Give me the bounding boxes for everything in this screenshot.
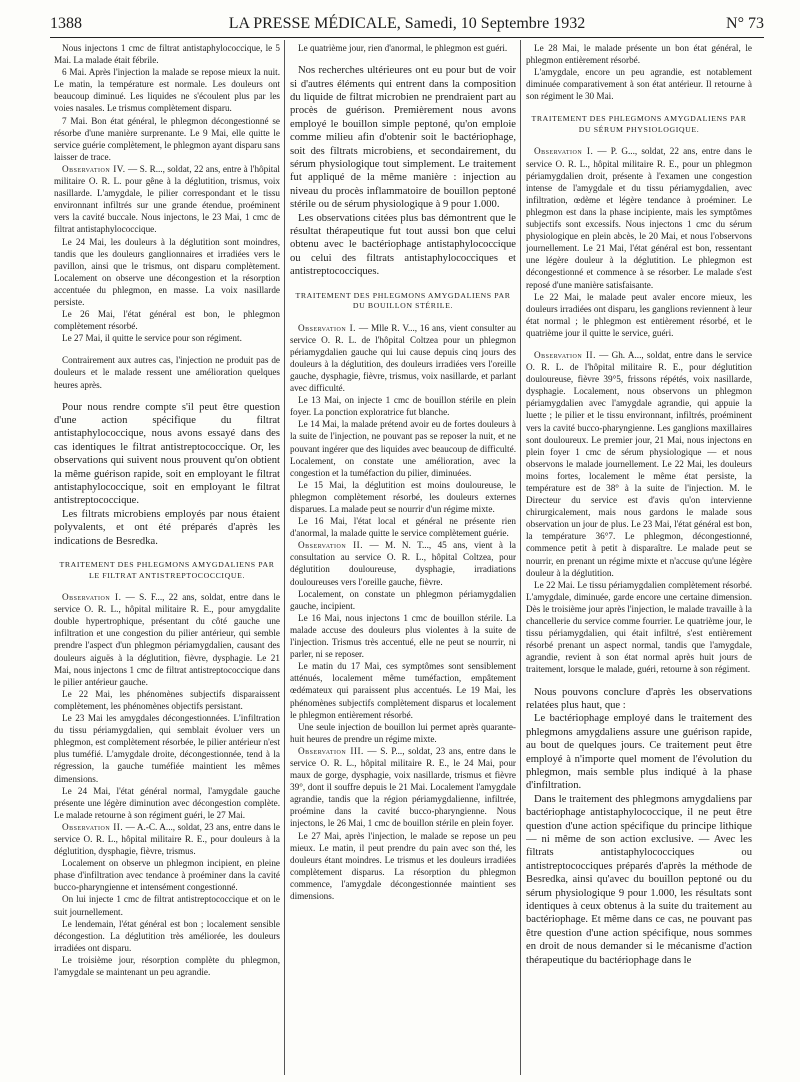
observation-text: — A.-C. A..., soldat, 23 ans, entre dans le service O. R. L., hôpital militaire R. E., pour douleurs à la déglutition, dysphagie, fièvre, trismus. — [54, 821, 280, 857]
paragraph: 6 Mai. Après l'injection la malade se repose mieux la nuit. Le matin, la température est normale. Les douleurs ont beaucoup diminué. Les liquides ne s'écoulent plus par les voies nasales. Le trismus complètement disparu. — [54, 67, 280, 114]
observation-label: Observation II. — [298, 540, 364, 551]
paragraph: Le 22 Mai, le malade peut avaler encore mieux, les douleurs irradiées ont disparu, les ganglions reviennent à leur état normal ; le phlegmon est entièrement résorbé, et le quatrième jour il quitte le service, guéri. — [526, 291, 752, 338]
paragraph: Le 14 Mai, la malade prétend avoir eu de fortes douleurs à la suite de l'injection, ne pouvant pas se reposer la nuit, et ne pouvant ingérer que des liquides avec beaucoup de difficulté. Localement, on constate une amélioration, avec la congestion et la tuméfaction du pilier, diminuées. — [290, 419, 516, 478]
paragraph: Localement on observe un phlegmon incipient, en pleine phase d'infiltration avec tendance à proéminer dans la cavité bucco-pharyngienne et intensément congestionné. — [54, 858, 280, 893]
paragraph: Le 16 Mai, nous injectons 1 cmc de bouillon stérile. La malade accuse des douleurs plus violentes à la suite de l'injection. Trismus très accentué, elle ne peut se nourrir, ni parler, ni se reposer. — [290, 612, 516, 660]
paragraph: Le 23 Mai les amygdales décongestionnées. L'infiltration du tissu périamygdalien, qui semblait évoluer vers un phlegmon, est complètement résorbée, le pilier antérieur n'est plus tuméfié. L'amygdale droite, décongestionnée, tend à la régression, la gauche tuméfiée maintient les mêmes dimensions. — [54, 713, 280, 784]
paragraph: Le 27 Mai, il quitte le service pour son régiment. — [62, 333, 242, 344]
paragraph: Nous pouvons conclure d'après les observations relatées plus haut, que : — [526, 686, 752, 711]
paragraph: Le 22 Mai, les phénomènes subjectifs disparaissent complètement, les phénomènes objectifs persistant. — [54, 688, 280, 711]
observation-paragraph — [54, 163, 280, 236]
observation-text: — Mlle R. V..., 16 ans, vient consulter au service O. R. L. de l'hôpital Coltzea pour un phlegmon périamygdalien gauche qui lui cause depuis cinq jours des douleurs à la déglutition, des douleurs irradiées vers l'oreille gauche, dysphagie, fièvre, trismus, voix nasillarde, et parlant avec difficulté. — [290, 322, 516, 394]
journal-title: LA PRESSE MÉDICALE, Samedi, 10 Septembre 1932 — [228, 15, 586, 32]
observation-text: — S. R..., soldat, 22 ans, entre à l'hôpital militaire O. R. L. pour gêne à la déglutition, trismus, voix nasillarde. L'amygdale, le pilier correspondant et le tissu environnant infiltrés sur une grande étendue, proéminent vers la cavité buccale. Nous injectons, le 23 Mai, 1 cmc de filtrat antistaphylococcique. — [54, 163, 280, 235]
paragraph: Le matin du 17 Mai, ces symptômes sont sensiblement atténués, localement même tuméfaction, empâtement œdémateux qui paraissent plus accentués. Le 19 Mai, les phénomènes subjectifs complètement disparus et localement le phlegmon entièrement résorbé. — [290, 661, 516, 720]
observation-label: Observation I. — [298, 322, 356, 333]
paragraph: Les filtrats microbiens employés par nous étaient polyvalents, et ont été préparés d'après les indications de Besredka. — [54, 508, 280, 547]
paragraph: Nous injectons 1 cmc de filtrat antistaphylococcique, le 5 Mai. La malade était fébrile. — [54, 43, 280, 66]
observation-text: — S. F..., 22 ans, soldat, entre dans le service O. R. L., hôpital militaire R. E., pour amygdalite double hypertrophique, présentant du côté gauche une infiltration et une congestion du pilier antérieur, qui semble prendre l'aspect d'un phlegmon périamygdalien, causant des douleurs aiguës à la déglutition, fièvre, dysphagie. Le 21 Mai, nous injectons 1 cmc de filtrat antistreptococcique dans le pilier antérieur gauche. — [54, 592, 280, 687]
paragraph: Dans le traitement des phlegmons amygdaliens par bactériophage antistaphylococcique, il ne peut être question d'une action spécifique du principe lithique — ni même de son action exclusive. — Avec les filtrats antistaphylococciques ou antistreptococciques préparés d'après la méthode de Besredka, ainsi qu'avec du bouillon peptoné ou du sérum physiologique 9 pour 1.000, les résultats sont identiques à ceux obtenus à la suite du traitement au bactériophage. Et même dans ce cas, ne pouvant pas être question d'une action spécifique, nous sommes en droit de nous demander si le mécanisme d'action thérapeutique du bactériophage dans le — [526, 793, 752, 966]
page-header — [50, 14, 764, 34]
paragraph: Le 15 Mai, la déglutition est moins douloureuse, le phlegmon complètement résorbé, les douleurs externes disparues. La malade peut se nourrir d'un régime mixte. — [290, 479, 516, 514]
paragraph: Nos recherches ultérieures ont eu pour but de voir si d'autres éléments qui entrent dans la composition du liquide de filtrat microbien ne prendraient part au procès de guérison. Premièrement nous avons employé le bouillon simple peptoné, qu'on emploie comme milieu afin d'obtenir soit le bactériophage, soit des filtrats microbiens, et secondairement, du sérum physiologique tout simplement. Le traitement fut appliqué de la même manière : injection au niveau du procès inflammatoire de bouillon peptoné stérile ou de sérum physiologique à 9 pour 1.000. — [290, 65, 516, 211]
column-left — [54, 42, 280, 1072]
observation-label: Observation I. — [62, 592, 122, 603]
observation-label: Observation I. — [534, 146, 594, 157]
observation-label: Observation II. — [534, 349, 596, 360]
page-number: 1388 — [50, 15, 82, 32]
paragraph: Le bactériophage employé dans le traitement des phlegmons amygdaliens assure une guérison rapide, au bout de quelques jours. Ce traitement peut être employé à n'importe quel moment de l'évolution du phlegmon, mais semble plus indiqué à la phase d'infiltration. — [526, 713, 752, 792]
paragraph: Le 16 Mai, l'état local et général ne présente rien d'anormal, la malade quitte le service complètement guérie. — [290, 516, 516, 539]
observation-paragraph — [290, 745, 516, 830]
section-heading: TRAITEMENT DES PHLEGMONS AMYGDALIENS PAR DU SÉRUM PHYSIOLOGIQUE. — [531, 114, 747, 134]
paragraph: Pour nous rendre compte s'il peut être question d'une action spécifique du filtrat antistaphylococcique, nous avons essayé dans des cas identiques le filtrat antistreptococcique. Or, les observations qui suivent nous prouvent qu'on obtient la même guérison rapide, soit en employant le filtrat antistaphylococcique, soit en employant le filtrat antistreptococcique. — [54, 401, 280, 507]
paragraph: Une seule injection de bouillon lui permet après quarante-huit heures de prendre un régime mixte. — [290, 721, 516, 744]
paragraph: Le troisième jour, résorption complète du phlegmon, l'amygdale se maintenant un peu agrandie. — [54, 954, 280, 977]
paragraph: Le 24 Mai, l'état général normal, l'amygdale gauche présente une légère diminution avec décongestion complète. Le malade retourne à son régiment guéri, le 27 Mai. — [54, 785, 280, 820]
paragraph: Le 13 Mai, on injecte 1 cmc de bouillon stérile en plein foyer. La ponction exploratrice fut blanche. — [290, 395, 516, 418]
observation-paragraph — [526, 349, 752, 579]
paragraph: Les observations citées plus bas démontrent que le résultat thérapeutique fut tout aussi bon que celui obtenu avec le bactériophage antistaphylococcique ou celui des filtrats antistaphylococciques et antistreptococciques. — [290, 212, 516, 278]
observation-paragraph — [526, 145, 752, 290]
paragraph: Le 22 Mai. Le tissu périamygdalien complètement résorbé. L'amygdale, diminuée, garde encore une certaine dimension. Dès le troisième jour après l'injection, le malade travaille à la chancellerie du service comme fourrier. Le quatrième jour, le tissu périamygdalien, qui était infiltré, s'est entièrement résorbé prenant un aspect normal, tandis que l'amygdale, agrandie, revient à son état normal après huit jours de traitement, lorsque le malade, guéri, retourne à son régiment. — [526, 579, 752, 675]
section-heading: TRAITEMENT DES PHLEGMONS AMYGDALIENS PAR DU BOUILLON STÉRILE. — [295, 290, 511, 311]
observation-paragraph — [290, 539, 516, 587]
paragraph: Le 27 Mai, après l'injection, le malade se repose un peu mieux. Le matin, il peut prendre du pain avec son thé, les douleurs étant moindres. Le trismus et les douleurs irradiées complètement disparus. La résorption du phlegmon commence, l'amygdale décongestionnée maintient ses dimensions. — [290, 830, 516, 901]
observation-paragraph — [54, 591, 280, 688]
paragraph: Le quatrième jour, rien d'anormal, le phlegmon est guéri. — [298, 43, 508, 53]
observation-label: Observation IV. — [62, 163, 126, 174]
paragraph: Le lendemain, l'état général est bon ; localement sensible décongestion. La déglutition très améliorée, les douleurs irradiées ont disparu. — [54, 918, 280, 953]
observation-paragraph — [54, 821, 280, 857]
observation-paragraph — [290, 322, 516, 395]
observation-label: Observation III. — [298, 745, 364, 756]
observation-text: — M. N. T..., 45 ans, vient à la consultation au service O. R. L., hôpital Coltzea, pour déglutition douloureuse, dysphagie, irradiations douloureuses vers l'oreille gauche, fièvre. — [290, 540, 516, 587]
column-middle — [290, 42, 516, 1072]
section-heading: TRAITEMENT DES PHLEGMONS AMYGDALIENS PAR LE FILTRAT ANTISTREPTOCOCCIQUE. — [59, 560, 275, 580]
observation-text: — S. P..., soldat, 23 ans, entre dans le service O. R. L., hôpital militaire R. E., le 24 Mai, pour maux de gorge, dysphagie, voix nasillarde, trismus et fièvre 39°, dont il souffre depuis le 21 Mai. Localement l'amygdale agrandie, tandis que la région périamygdalienne, infiltrée, proémine dans la cavité bucco-pharyngienne. Nous injectons, le 26 Mai, 1 cmc de bouillon stérile en plein foyer. — [290, 745, 516, 829]
paragraph: Le 26 Mai, l'état général est bon, le phlegmon complètement résorbé. — [54, 309, 280, 332]
paragraph: Le 24 Mai, les douleurs à la déglutition sont moindres, tandis que les douleurs ganglionnaires et irradiées vers le pavillon, ainsi que le trismus, ont disparu complètement. Localement on observe une décongestion et la résorption accentuée du phlegmon, en masse. La voix nasillarde persiste. — [54, 236, 280, 307]
column-divider — [284, 40, 285, 1075]
paragraph: Localement, on constate un phlegmon périamygdalien gauche, incipient. — [290, 588, 516, 611]
paragraph: On lui injecte 1 cmc de filtrat antistreptococcique et on le suit journellement. — [54, 894, 280, 917]
column-right — [526, 42, 752, 1072]
paragraph: L'amygdale, encore un peu agrandie, est notablement diminuée comparativement à son état antérieur. Il retourne à son régiment le 30 Mai. — [526, 67, 752, 102]
header-rule — [50, 37, 764, 38]
observation-text: — Gh. A..., soldat, entre dans le service O. R. L. de l'hôpital militaire R. E., pour déglutition douloureuse, fièvre 39°5, frissons répétés, voix nasillarde, dysphagie. Localement, nous observons un phlegmon périamygdalien avec l'amygdale agrandie, qui appuie la luette ; le pilier et le tissu environnant, infiltrés, proéminent vers la cavité bucco-pharyngienne. Les ganglions maxillaires sont douloureux. Le premier jour, 21 Mai, nous injectons en plein foyer 1 cmc de sérum physiologique — et nous observons le malade journellement. Le 22 Mai, les douleurs moins fortes, localement le même état persiste, la température est de 38° à la suite de l'injection. M. le Directeur du service est d'avis qu'on intervienne chirurgicalement, mais nous gardons le malade sous observation un jour de plus. Le 23 Mai, l'état général est bon, la température 36°7. Le phlegmon, décongestionné, commence petit à petit à disparaître. Le malade peut se nourrir, en prenant un régime mixte et n'accuse qu'une légère douleur à la déglutition. — [526, 349, 752, 578]
paragraph: Le 28 Mai, le malade présente un bon état général, le phlegmon entièrement résorbé. — [526, 43, 752, 66]
paragraph: Contrairement aux autres cas, l'injection ne produit pas de douleurs et le malade ressent une amélioration quelques heures après. — [54, 355, 280, 390]
issue-number: N° 73 — [726, 15, 764, 32]
observation-text: — P. G..., soldat, 22 ans, entre dans le service O. R. L., hôpital militaire R. E., pour un phlegmon périamygdalien droit, présente à l'examen une congestion intense de l'amygdale et du tissu périamygdalien, avec infiltration, œdème et légère tendance à proéminer. Le phlegmon est dans la phase incipiente, mais les symptômes subjectifs sont excessifs. Nous injectons 1 cmc du sérum physiologique en plein abcès, le 20 Mai, et nous l'observons journellement. Le 21 Mai, l'état général est bon, ressentant une légère douleur à la déglutition. Le phlegmon est décongestionné et commence à se résorber. Le malade s'est reposé d'une manière satisfaisante. — [526, 146, 752, 290]
observation-label: Observation II. — [62, 821, 124, 832]
column-divider — [520, 40, 521, 1075]
paragraph: 7 Mai. Bon état général, le phlegmon décongestionné se résorbe d'une manière surprenante. Le 9 Mai, elle quitte le service guérie complètement, le phlegmon ayant disparu sans laisser de trace. — [54, 115, 280, 162]
